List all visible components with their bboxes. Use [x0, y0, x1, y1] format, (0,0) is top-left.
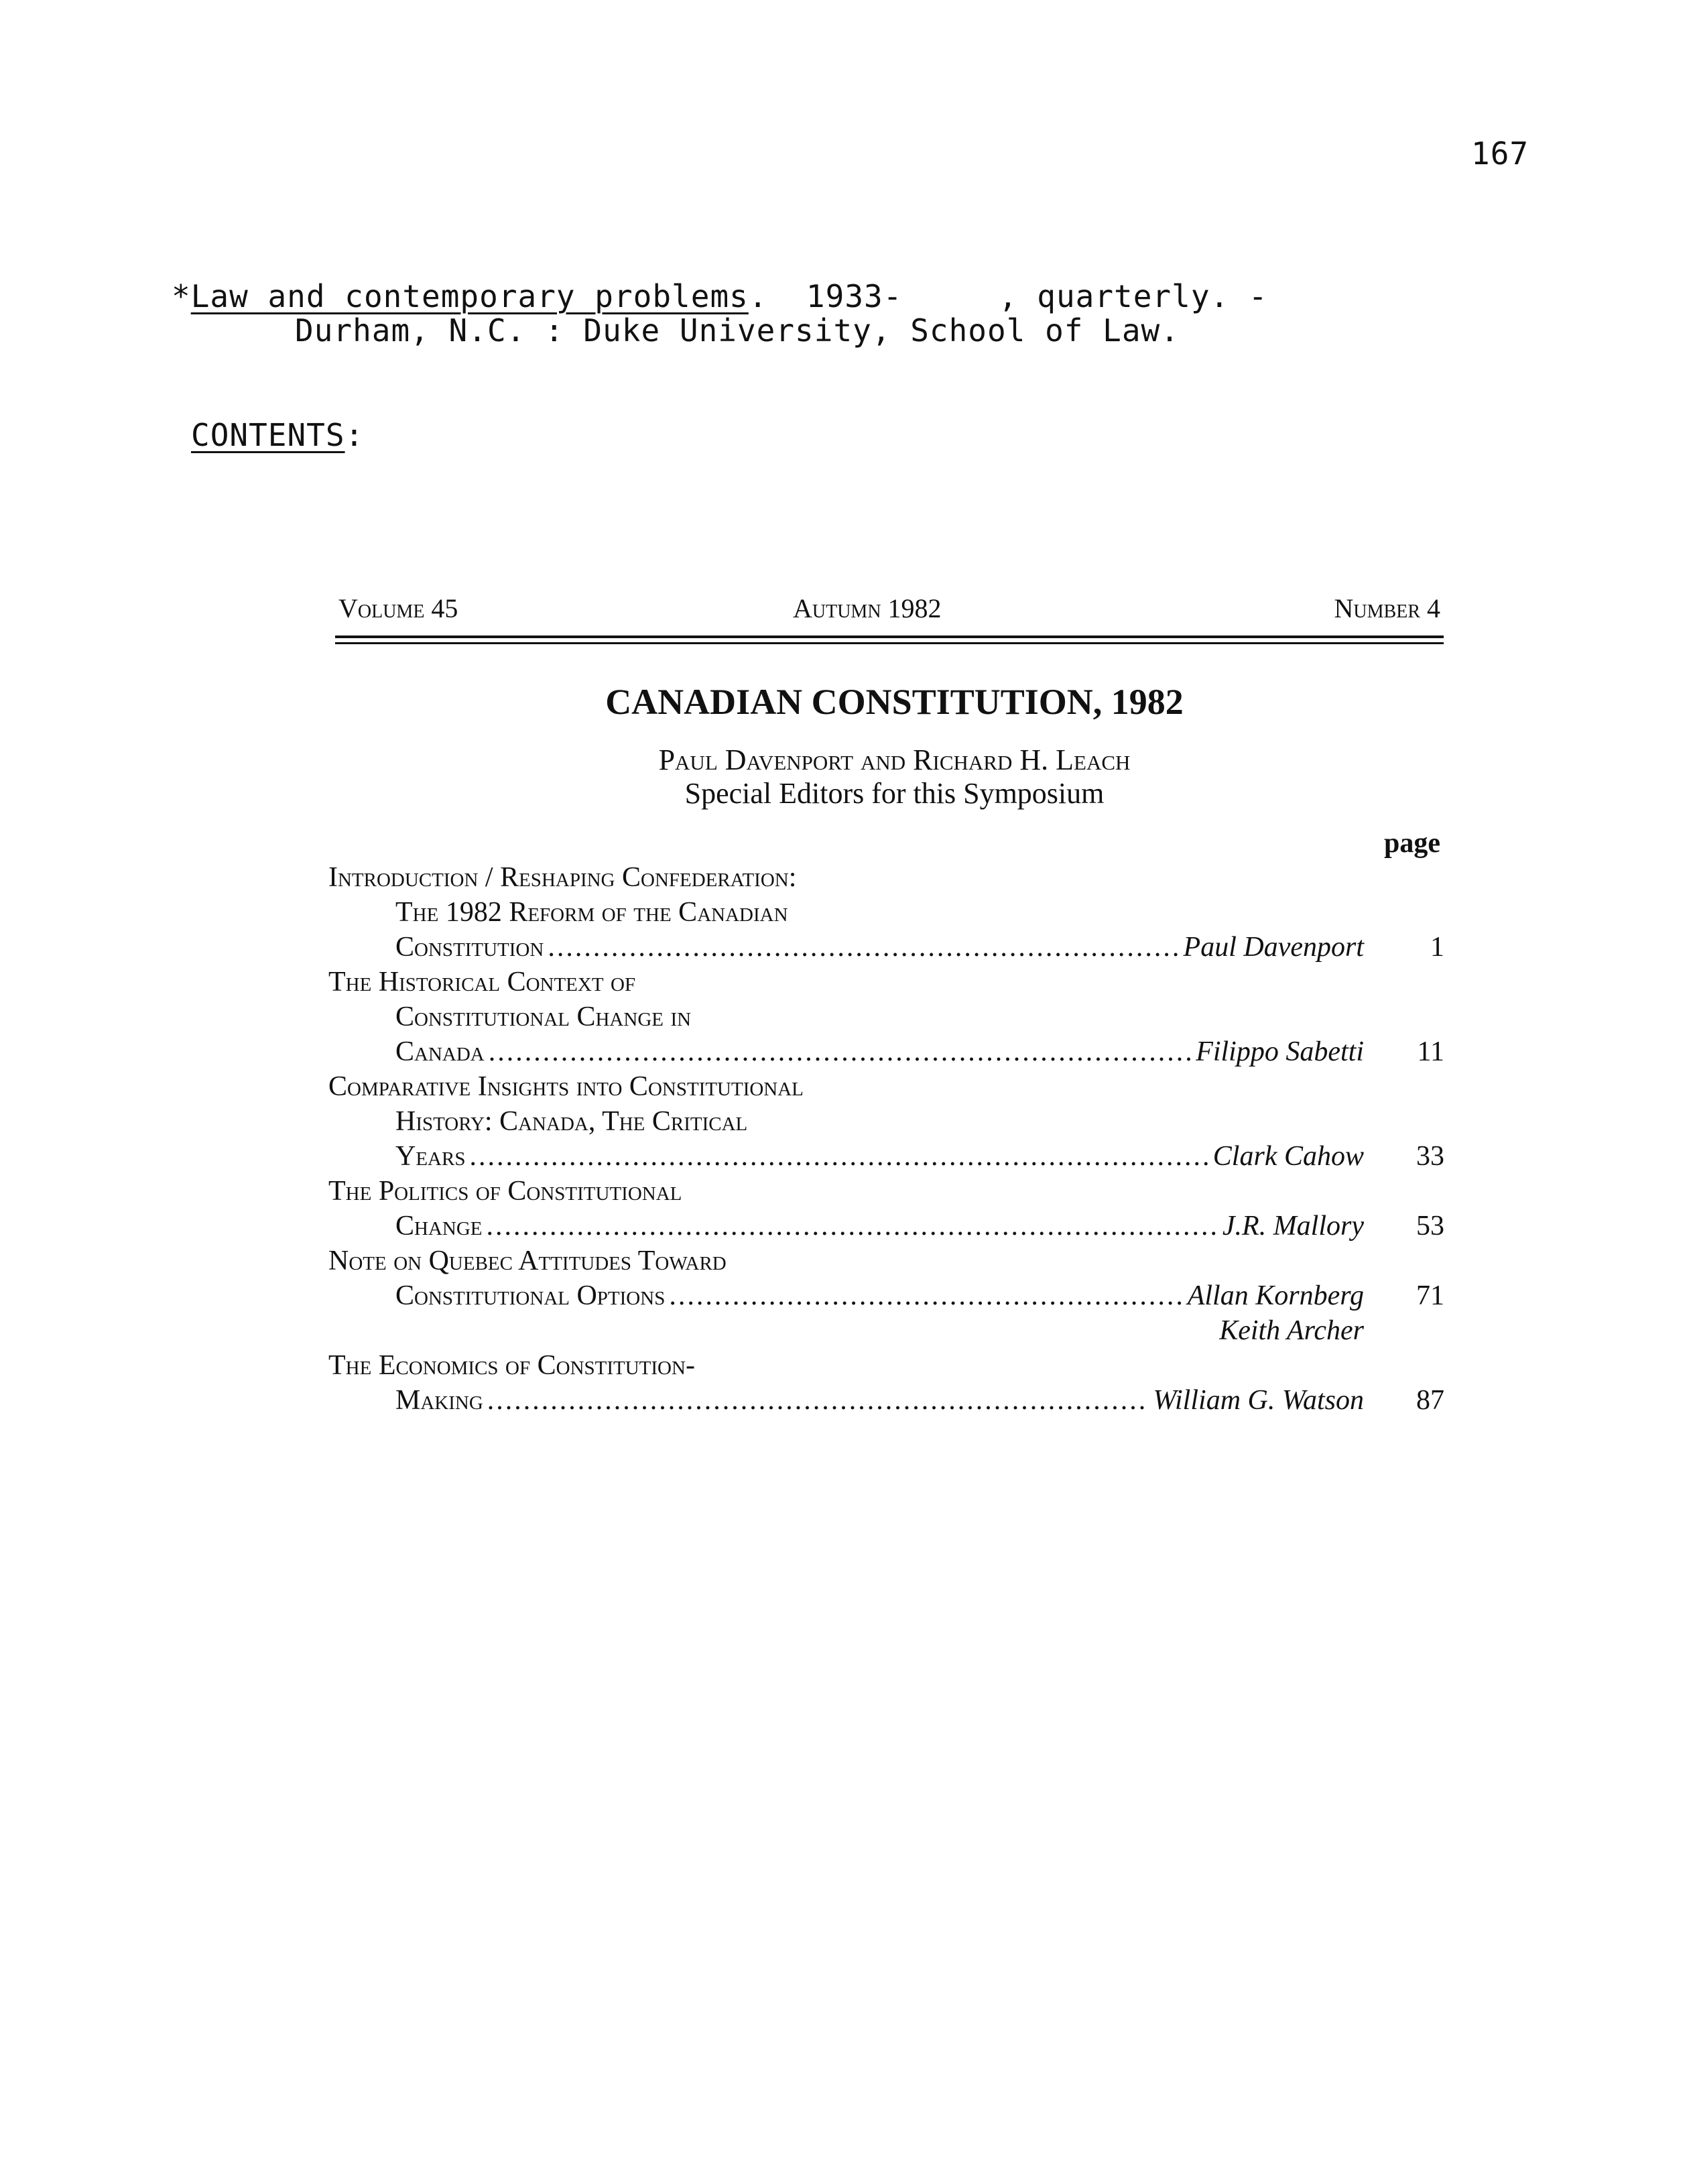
- toc-second-author: Keith Archer: [1219, 1315, 1364, 1346]
- editors-role: Special Editors for this Symposium: [684, 777, 1105, 810]
- symposium-title: CANADIAN CONSTITUTION, 1982: [605, 682, 1184, 722]
- toc-title-line: Note on Quebec Attitudes Toward: [328, 1246, 727, 1276]
- toc-entry: [328, 860, 1444, 965]
- toc-author: Allan Kornberg: [1187, 1280, 1364, 1311]
- catalog-prefix: *: [172, 278, 191, 314]
- contents-colon: :: [344, 417, 365, 453]
- symposium-editors: Paul Davenport and Richard H. Leach: [658, 743, 1131, 776]
- toc-final-line: [328, 1034, 1444, 1069]
- toc-title-end: Constitution: [395, 932, 544, 963]
- toc-title-line: The 1982 Reform of the Canadian: [395, 897, 788, 928]
- toc-page-number: 53: [1416, 1211, 1444, 1241]
- toc-title-line: Comparative Insights into Constitutional: [328, 1071, 804, 1102]
- toc-final-line: [328, 1278, 1444, 1313]
- toc-entry: [328, 1174, 1444, 1243]
- toc-title-line: History: Canada, The Critical: [395, 1106, 748, 1137]
- catalog-publication-info: . 1933- , quarterly. -: [748, 278, 1268, 314]
- dot-leader: [669, 1278, 1183, 1313]
- contents-label: CONTENTS: [191, 417, 345, 453]
- toc-author: Paul Davenport: [1183, 932, 1364, 963]
- dot-leader: [469, 1139, 1208, 1174]
- toc-title-end: Constitutional Options: [395, 1280, 666, 1311]
- masthead-rule-top: [335, 635, 1444, 638]
- toc-final-line: [328, 1209, 1444, 1243]
- toc-page-number: 1: [1430, 932, 1444, 963]
- toc-author: William G. Watson: [1153, 1385, 1364, 1416]
- toc-entry: [328, 1069, 1444, 1174]
- toc-title-line: The Historical Context of: [328, 967, 636, 997]
- toc-final-line: [328, 1383, 1444, 1418]
- dot-leader: [489, 1034, 1192, 1069]
- toc-page-number: 33: [1416, 1141, 1444, 1172]
- toc-entry: [328, 965, 1444, 1069]
- issue-season: Autumn 1982: [793, 593, 942, 623]
- dot-leader: [548, 930, 1179, 965]
- catalog-record-line-1: [172, 278, 1268, 314]
- masthead-rule-bottom: [335, 642, 1444, 644]
- toc-author: J.R. Mallory: [1222, 1211, 1364, 1241]
- toc-page-number: 71: [1416, 1280, 1444, 1311]
- page-number: 167: [1471, 135, 1529, 172]
- toc-final-line: [328, 1139, 1444, 1174]
- toc-title-end: Canada: [395, 1036, 485, 1067]
- catalog-record-line-2: Durham, N.C. : Duke University, School of Law.: [295, 312, 1180, 349]
- toc-author: Filippo Sabetti: [1196, 1036, 1364, 1067]
- issue-number: Number 4: [1334, 593, 1440, 623]
- toc-title-end: Years: [395, 1141, 466, 1172]
- toc-author: Clark Cahow: [1212, 1141, 1364, 1172]
- toc-final-line: [328, 930, 1444, 965]
- table-of-contents: [328, 860, 1444, 1418]
- contents-heading: [191, 417, 365, 453]
- toc-entry: [328, 1243, 1444, 1348]
- page-column-label: page: [1384, 828, 1440, 859]
- toc-title-line: The Politics of Constitutional: [328, 1176, 682, 1207]
- dot-leader: [487, 1383, 1149, 1418]
- toc-entry: [328, 1348, 1444, 1418]
- volume-label: Volume 45: [338, 593, 458, 623]
- toc-title-line: The Economics of Constitution-: [328, 1350, 695, 1381]
- toc-title-line: Constitutional Change in: [395, 1002, 692, 1032]
- toc-title-end: Making: [395, 1385, 483, 1416]
- toc-title-end: Change: [395, 1211, 483, 1241]
- journal-title: Law and contemporary problems: [190, 278, 749, 314]
- toc-page-number: 87: [1416, 1385, 1444, 1416]
- toc-page-number: 11: [1417, 1036, 1444, 1067]
- dot-leader: [487, 1209, 1218, 1243]
- toc-title-line: Introduction / Reshaping Confederation:: [328, 862, 797, 893]
